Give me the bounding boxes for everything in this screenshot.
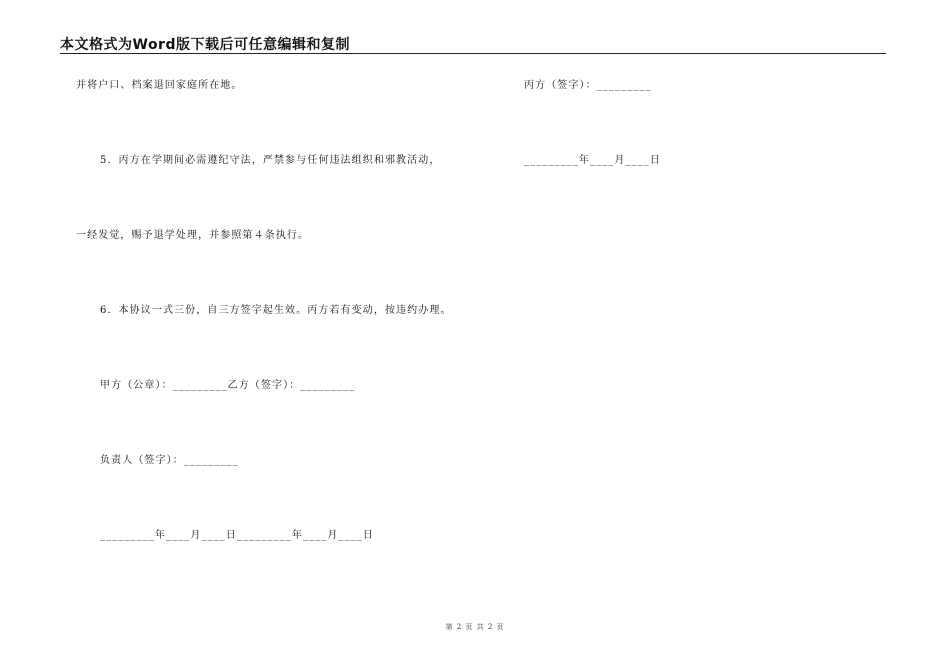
responsible-person-signature-line: 负责人（签字）：_________ <box>100 455 239 466</box>
page-number-footer: 第 2 页 共 2 页 <box>445 623 505 631</box>
document-header-title: 本文格式为Word版下载后可任意编辑和复制 <box>60 37 350 53</box>
clause-5-text: 5．丙方在学期间必需遵纪守法，严禁参与任何违法组织和邪教活动， <box>100 155 441 166</box>
header-divider <box>60 53 886 54</box>
party-a-b-signature-line: 甲方（公章）：_________乙方（签字）：_________ <box>100 380 356 391</box>
party-c-date-line: _________年____月____日 <box>524 155 661 166</box>
text-line-household-return: 并将户口、档案退回家庭所在地。 <box>76 80 243 91</box>
clause-6-text: 6．本协议一式三份，自三方签字起生效。丙方若有变动，按违约办理。 <box>100 305 452 316</box>
party-a-b-date-line: _________年____月____日_________年____月____日 <box>100 530 374 541</box>
clause-5-continuation: 一经发觉，赐予退学处理，并参照第４条执行。 <box>76 230 310 241</box>
party-c-signature-line: 丙方（签字）：_________ <box>524 80 652 91</box>
